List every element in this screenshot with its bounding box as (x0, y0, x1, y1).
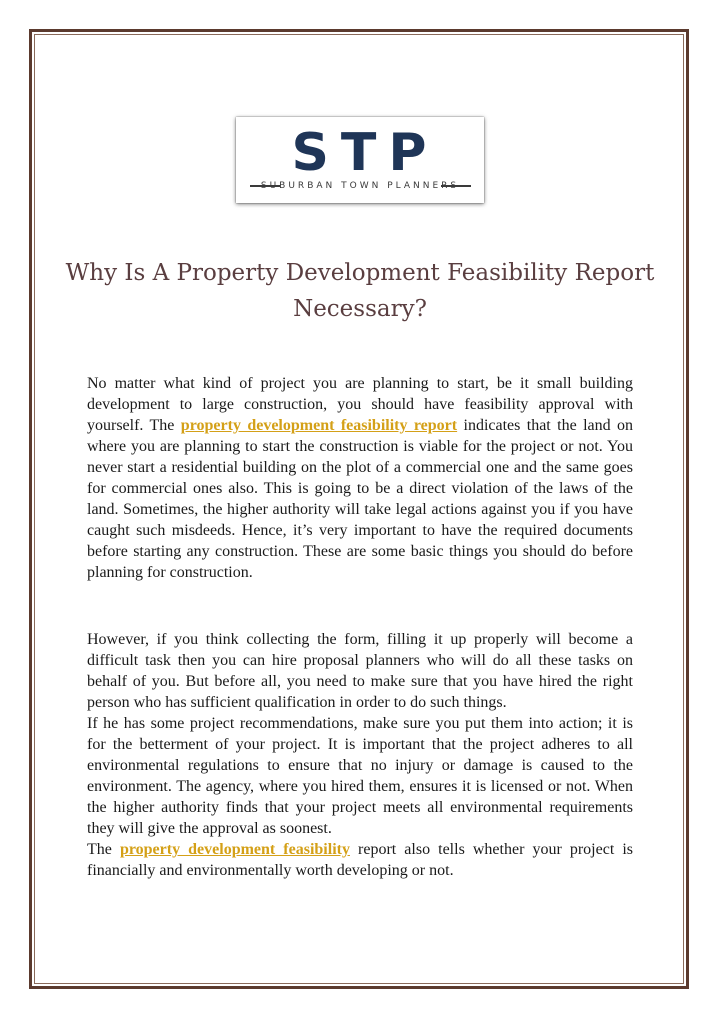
document-title: Why Is A Property Development Feasibility Report Necessary? (65, 260, 655, 322)
logo-tagline: SUBURBAN TOWN PLANNERS (260, 181, 460, 191)
feasibility-link[interactable]: property development feasibility (119, 841, 350, 858)
paragraph-closing-lead: The (87, 841, 120, 858)
company-logo (236, 117, 484, 203)
paragraph-group (87, 629, 633, 881)
paragraph-closing-rest: report also tells whether your project is financially and environmentally worth developing or not. (87, 841, 633, 879)
paragraph-recommendations: If he has some project recommendations, make sure you put them into action; it is for the betterment of your project. It is important that the project adheres to all environmental regulations to ensure that no injury or damage is caused to the environment. The agency, where you hired them, ensures it is licensed or not. When the higher authority finds that your project meets all environmental requirements they will give the approval as soonest. (87, 715, 633, 837)
logo-letters: STP (291, 123, 439, 183)
paragraph-intro-lead: No matter what kind of project you are planning to start, be it small building development to large construction, you should have feasibility approval with yourself. The (87, 375, 633, 434)
paragraph-intro (87, 373, 633, 583)
feasibility-report-link[interactable]: property development feasibility report (180, 417, 458, 434)
paragraph-hiring: However, if you think collecting the form, filling it up properly will become a difficult task then you can hire proposal planners who will do all these tasks on behalf of you. But before all, you need to make sure that you have hired the right person who has sufficient qualification in order to do such things. (87, 631, 633, 711)
paragraph-intro-rest: indicates that the land on where you are planning to start the construction is viable for the project or not. You never start a residential building on the plot of a commercial one and the same goes for commercial ones also. This is going to be a direct violation of the laws of the land. Sometimes, the higher authority will take legal actions against you if you have caught such misdeeds. Hence, it’s very important to have the required documents before starting any construction. These are some basic things you should do before planning for construction. (87, 417, 634, 581)
